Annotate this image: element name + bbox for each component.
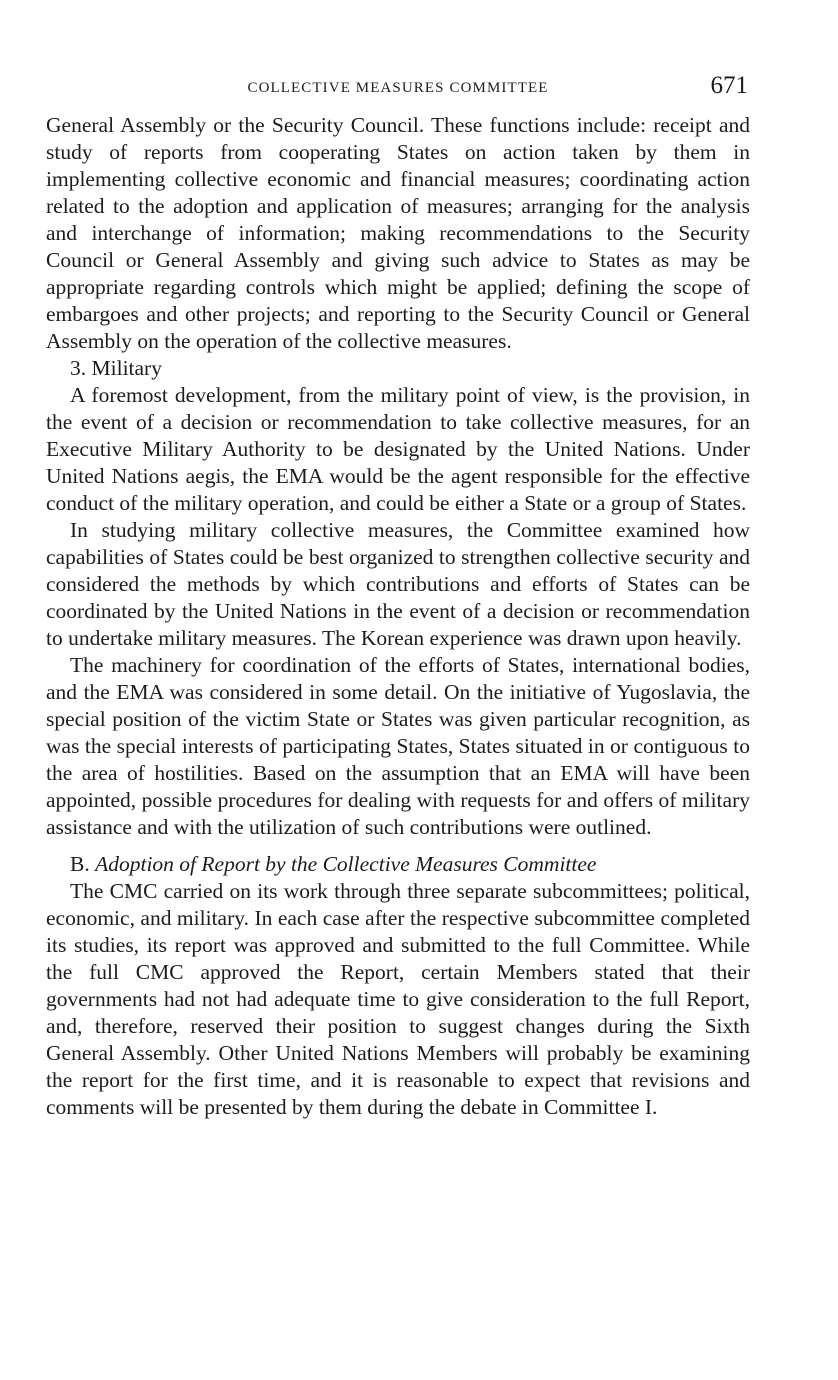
paragraph-cmc: The CMC carried on its work through three separate subcommittees; political, economic, and military. In each case after the respective subcommittee completed its studies, its report was approved and submitted to the full Committee. While the full CMC approved the Report, certain Members stated that their governments had not had adequate time to give consideration to the full Report, and, therefore, reserved their position to suggest changes during the Sixth General Assembly. Other United Nations Members will probably be examining the report for the first time, and it is reasonable to expect that revisions and comments will be presented by them during the debate in Committee I. — [46, 879, 750, 1119]
page-number: 671 — [710, 72, 748, 99]
section-heading-b — [46, 851, 750, 878]
section-heading-title: Adoption of Report by the Collective Measures Committee — [95, 852, 597, 876]
paragraph-studying: In studying military collective measures, the Committee examined how capabilities of States could be best organized to strengthen collective security and considered the methods by which contributions and efforts of States can be coordinated by the United Nations in the event of a decision or recommendation to undertake military measures. The Korean experience was drawn upon heavily. — [46, 518, 750, 650]
section-heading-letter: B. — [70, 852, 90, 876]
paragraph-ema: A foremost development, from the military point of view, is the provision, in the event of a decision or recommendation to take collective measures, for an Executive Military Authority to be designated by the United Nations. Under United Nations aegis, the EMA would be the agent responsible for the effective conduct of the military operation, and could be either a State or a group of States. — [46, 383, 750, 515]
running-title: COLLECTIVE MEASURES COMMITTEE — [247, 80, 549, 96]
body-text — [46, 112, 750, 1121]
document-page — [46, 72, 750, 1121]
subhead-military: 3. Military — [70, 356, 162, 380]
paragraph-functions: General Assembly or the Security Council. These functions include: receipt and study of reports from cooperating States on action taken by them in implementing collective economic and financial measures; coordinating action related to the adoption and application of measures; arranging for the analysis and interchange of information; making recommendations to the Security Council or General Assembly and giving such advice to States as may be appropriate regarding controls which might be applied; defining the scope of embargoes and other projects; and reporting to the Security Council or General Assembly on the operation of the collective measures. — [46, 113, 750, 353]
paragraph-machinery: The machinery for coordination of the efforts of States, international bodies, and the EMA was considered in some detail. On the initiative of Yugoslavia, the special position of the victim State or States was given particular recognition, as was the special interests of participating States, States situated in or contiguous to the area of hostilities. Based on the assumption that an EMA will have been appointed, possible procedures for dealing with requests for and offers of military assistance and with the utilization of such contributions were outlined. — [46, 653, 750, 839]
running-head — [46, 72, 750, 112]
